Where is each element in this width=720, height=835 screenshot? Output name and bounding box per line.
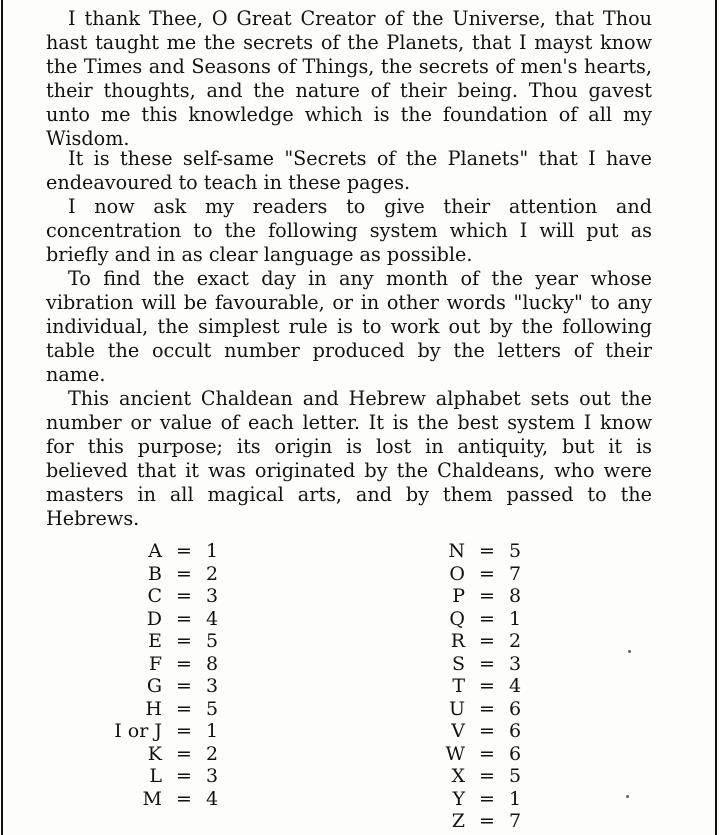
alphabet-letter: E [148, 630, 162, 652]
letter-value: 2 [206, 742, 219, 765]
paragraph-lucky-day: To find the exact day in any month of the year whose vibration will be favourable, or in other words "lucky" to any individual, the simplest rule is to work out by the following table the occult number produced by the letters of their name. [46, 267, 652, 386]
equals-sign: = [479, 585, 495, 607]
letter-value: 6 [509, 720, 522, 742]
alphabet-row [410, 653, 529, 676]
invocation-block [46, 7, 652, 151]
alphabet-row [90, 563, 226, 586]
alphabet-letter: G [146, 675, 162, 697]
equals-sign: = [176, 720, 192, 742]
alphabet-row [90, 608, 226, 631]
letter-value: 5 [206, 630, 219, 652]
alphabet-letter: T [452, 675, 465, 697]
alphabet-row [90, 540, 226, 563]
alphabet-row [90, 788, 226, 811]
letter-value: 7 [509, 562, 522, 585]
alphabet-row [90, 630, 226, 653]
instruction-block [46, 147, 652, 531]
paragraph-attention: I now ask my readers to give their attention and concentration to the following system which I will put as briefly and in as clear language as possible. [46, 195, 652, 266]
equals-sign: = [479, 652, 495, 675]
alphabet-row [410, 563, 529, 586]
alphabet-row [410, 765, 529, 788]
letter-value: 1 [509, 787, 522, 810]
alphabet-letter: K [147, 742, 162, 765]
letter-value: 5 [509, 540, 522, 562]
alphabet-row [410, 540, 529, 563]
equals-sign: = [479, 697, 495, 720]
letter-value: 1 [206, 540, 219, 562]
letter-value: 1 [509, 607, 522, 630]
alphabet-letter: V [451, 720, 465, 742]
equals-sign: = [176, 742, 192, 765]
letter-value: 2 [509, 630, 522, 652]
alphabet-row [90, 675, 226, 698]
alphabet-row [90, 743, 226, 766]
letter-value: 3 [206, 765, 219, 787]
equals-sign: = [479, 630, 495, 652]
page-border-right [715, 0, 717, 835]
invocation-paragraph: I thank Thee, O Great Creator of the Universe, that Thou hast taught me the secrets of the Planets, that I mayst know the Times and Seasons of Things, the secrets of men's hearts, their thoughts, and the nature of their being. Thou gavest unto me this knowledge which is the foundation of all my Wisdom. [46, 7, 652, 150]
alphabet-row [410, 743, 529, 766]
equals-sign: = [176, 697, 192, 720]
alphabet-row [410, 698, 529, 721]
equals-sign: = [479, 675, 495, 697]
equals-sign: = [176, 585, 192, 607]
equals-sign: = [479, 562, 495, 585]
equals-sign: = [479, 607, 495, 630]
alphabet-letter: P [452, 585, 465, 607]
alphabet-letter: X [451, 765, 465, 787]
alphabet-letter: S [451, 652, 465, 675]
alphabet-row [90, 765, 226, 788]
letter-value: 3 [206, 585, 219, 607]
page-border-left [1, 0, 3, 835]
alphabet-letter: M [142, 787, 162, 810]
alphabet-letter: D [146, 607, 162, 630]
alphabet-letter: L [149, 765, 162, 787]
equals-sign: = [479, 765, 495, 787]
alphabet-letter: N [448, 540, 465, 562]
equals-sign: = [176, 630, 192, 652]
alphabet-letter: W [445, 742, 465, 765]
alphabet-row [90, 653, 226, 676]
letter-value: 1 [206, 720, 219, 742]
alphabet-row [90, 720, 226, 743]
alphabet-row [410, 788, 529, 811]
equals-sign: = [479, 720, 495, 742]
alphabet-letter: Z [451, 810, 465, 832]
alphabet-letter: F [148, 652, 162, 675]
alphabet-row [410, 675, 529, 698]
equals-sign: = [176, 675, 192, 697]
alphabet-letter: I or J [114, 720, 162, 742]
alphabet-row [90, 698, 226, 721]
alphabet-letter: C [147, 585, 162, 607]
letter-value: 8 [509, 585, 522, 607]
equals-sign: = [176, 540, 192, 562]
letter-value: 7 [509, 810, 522, 832]
letter-value: 4 [509, 675, 522, 697]
paragraph-alphabet: This ancient Chaldean and Hebrew alphabet sets out the number or value of each letter. It is the best system I know for this purpose; its origin is lost in antiquity, but it is believed that it was originated by the Chaldeans, who were masters in all magical arts, and by them passed to the Hebrews. [46, 387, 652, 530]
alphabet-row [410, 608, 529, 631]
paragraph-secrets: It is these self-same "Secrets of the Planets" that I have endeavoured to teach in these pages. [46, 147, 652, 194]
equals-sign: = [176, 562, 192, 585]
letter-value: 4 [206, 787, 219, 810]
equals-sign: = [479, 540, 495, 562]
equals-sign: = [479, 810, 495, 832]
equals-sign: = [176, 607, 192, 630]
alphabet-letter: B [148, 562, 162, 585]
letter-value: 6 [509, 697, 522, 720]
print-speck [626, 795, 629, 798]
letter-value: 5 [509, 765, 522, 787]
alphabet-row [90, 585, 226, 608]
alphabet-table-right [410, 540, 529, 833]
alphabet-letter: R [450, 630, 465, 652]
alphabet-row [410, 585, 529, 608]
letter-value: 2 [206, 562, 219, 585]
alphabet-table-left [90, 540, 226, 810]
alphabet-letter: A [148, 540, 162, 562]
alphabet-letter: U [448, 697, 465, 720]
equals-sign: = [479, 742, 495, 765]
letter-value: 3 [509, 652, 522, 675]
alphabet-letter: H [145, 697, 162, 720]
alphabet-letter: O [449, 562, 465, 585]
letter-value: 3 [206, 675, 219, 697]
alphabet-row [410, 810, 529, 833]
letter-value: 8 [206, 652, 219, 675]
equals-sign: = [176, 652, 192, 675]
equals-sign: = [176, 787, 192, 810]
alphabet-letter: Q [449, 607, 465, 630]
letter-value: 4 [206, 607, 219, 630]
alphabet-letter: Y [452, 787, 465, 810]
alphabet-row [410, 720, 529, 743]
alphabet-row [410, 630, 529, 653]
equals-sign: = [176, 765, 192, 787]
equals-sign: = [479, 787, 495, 810]
print-speck [628, 650, 631, 653]
letter-value: 6 [509, 742, 522, 765]
letter-value: 5 [206, 697, 219, 720]
